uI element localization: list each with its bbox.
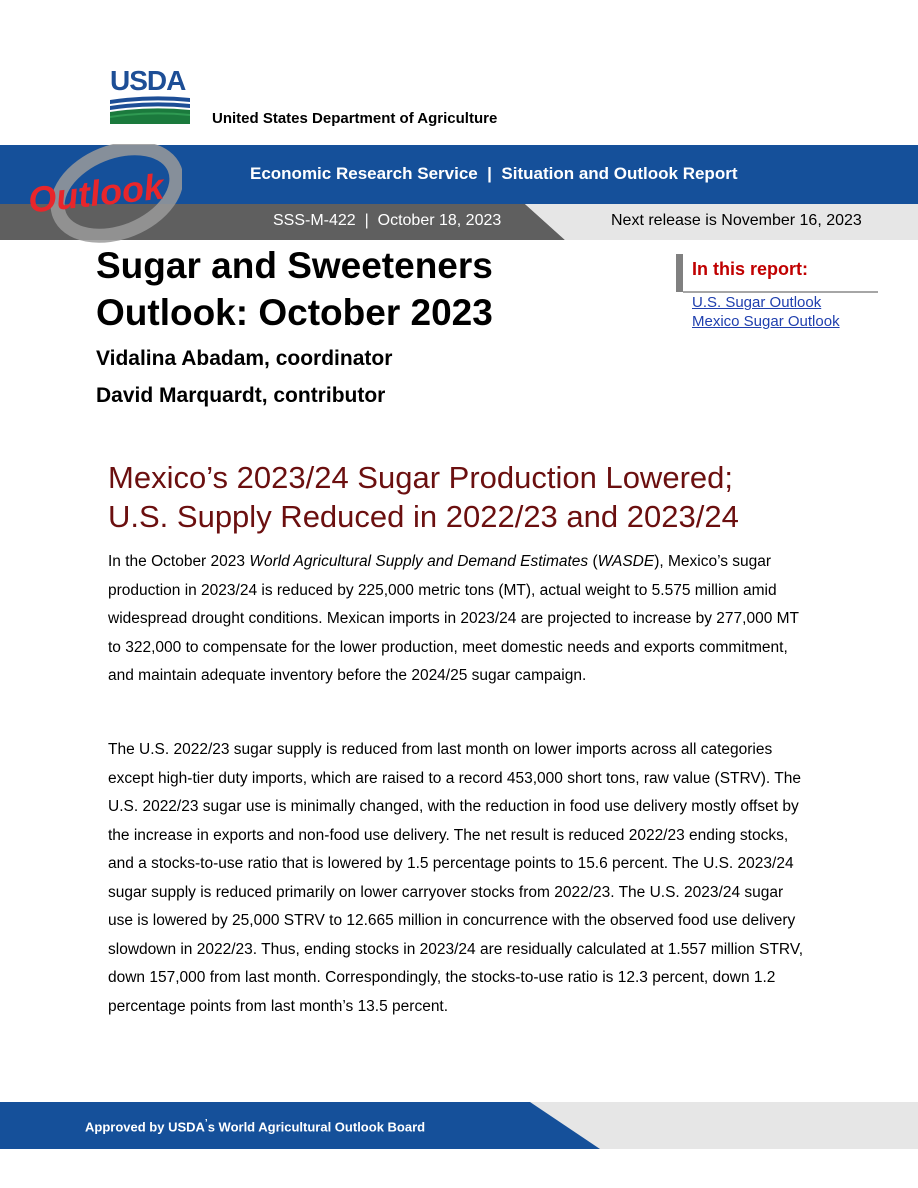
link-mexico-sugar-outlook[interactable]: Mexico Sugar Outlook — [692, 313, 840, 330]
footer-approval — [85, 1118, 425, 1134]
report-id: SSS-M-422 | October 18, 2023 — [273, 212, 502, 229]
footer-approval-after: s World Agricultural Outlook Board — [207, 1119, 426, 1135]
footer-apostrophe: ’ — [204, 1118, 208, 1129]
in-this-report-bar — [676, 254, 683, 292]
paragraph-us: The U.S. 2022/23 sugar supply is reduced from last month on lower imports across all categories except high-tier duty imports, which are raised to a record 453,000 short tons, raw value (STRV). The U.S. 2022/23 sugar use is minimally changed, with the reduction in food use delivery mostly offset by the increase in exports and non-food use delivery. The net result is reduced 2022/23 ending stocks, and a stocks-to-use ratio that is lowered by 1.5 percentage points to 15.6 percent. The U.S. 2023/24 sugar supply is reduced primarily on lower carryover stocks from 2022/23. The U.S. 2023/24 sugar use is lowered by 25,000 STRV to 12.665 million in concurrence with the observed food use delivery slowdown in 2022/23. Thus, ending stocks in 2023/24 are residually calculated at 1.557 million STRV, down 157,000 from last month. Correspondingly, the stocks-to-use ratio is 12.3 percent, down 1.2 percentage points from last month’s 13.5 percent. — [108, 741, 804, 1015]
band-title: Economic Research Service | Situation and Outlook Report — [250, 164, 738, 183]
wasde-abbrev: WASDE — [597, 553, 655, 570]
link-us-sugar-outlook[interactable]: U.S. Sugar Outlook — [692, 294, 822, 311]
report-title-line2: Outlook: October 2023 — [96, 292, 493, 333]
report-title — [96, 242, 493, 336]
paragraph-mexico-body: ), Mexico’s sugar production in 2023/24 is reduced by 225,000 metric tons (MT), actual weight to 5.575 million amid widespread drought conditions. Mexican imports in 2023/24 are projected to increase by 277,000 MT to 322,000 to compensate for the lower production, meet domestic needs and exports commitment, and maintain adequate inventory before the 2024/25 sugar campaign. — [108, 553, 799, 684]
usda-logo — [110, 65, 192, 96]
headline — [108, 458, 868, 536]
paragraph-mexico-paren: ( — [588, 553, 598, 570]
outlook-emblem — [22, 144, 182, 244]
outlook-emblem-text: Outlook — [26, 165, 166, 221]
agency-name: United States Department of Agriculture — [212, 110, 498, 127]
wasde-full-title: World Agricultural Supply and Demand Estimates — [249, 553, 589, 570]
author-contributor: David Marquardt, contributor — [96, 384, 386, 407]
footer-approval-before: Approved by USDA — [85, 1119, 205, 1135]
usda-fields-icon — [110, 96, 190, 124]
in-this-report-rule — [683, 291, 878, 293]
headline-line2: U.S. Supply Reduced in 2022/23 and 2023/24 — [108, 499, 739, 534]
paragraph-mexico-intro: In the October 2023 — [108, 553, 250, 570]
report-title-line1: Sugar and Sweeteners — [96, 245, 493, 286]
headline-line1: Mexico’s 2023/24 Sugar Production Lowered; — [108, 460, 733, 495]
author-coordinator: Vidalina Abadam, coordinator — [96, 347, 393, 370]
usda-logo-text: USDA — [110, 65, 186, 96]
next-release: Next release is November 16, 2023 — [611, 212, 862, 229]
in-this-report-heading: In this report: — [692, 259, 808, 279]
paragraph-mexico — [108, 548, 808, 691]
